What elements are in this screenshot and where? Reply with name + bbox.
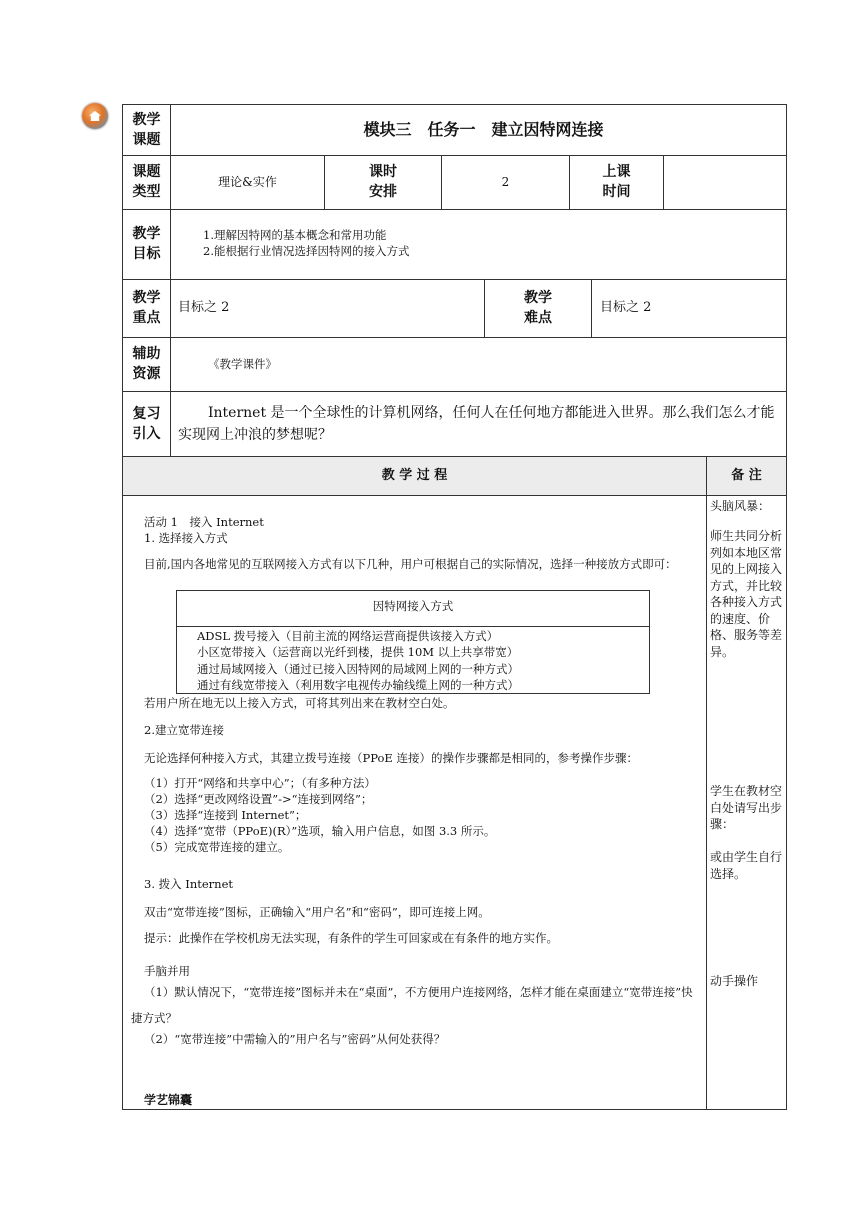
- difficult-value: 目标之 2: [600, 300, 652, 315]
- section-2-text: 无论选择何种接入方式，其建立拨号连接（PPoE 连接）的操作步骤都是相同的，参考操作步骤：: [144, 751, 638, 765]
- notes-header: 备 注: [731, 468, 762, 483]
- hands-on-q1: （1）默认情况下，“宽带连接”图标并未在“桌面”，不方便用户连接网络，怎样才能在桌面建立“宽带连接”快捷方式？: [131, 985, 693, 1025]
- section-1-text: 目前,国内各地常见的互联网接入方式有以下几种，用户可根据自己的实际情况，选择一种接放方式即可：: [144, 557, 677, 571]
- hands-on-title: 手脑并用: [144, 964, 190, 978]
- step-item: （5）完成宽带连接的建立。: [144, 840, 290, 854]
- label-review: 复习 引入: [132, 406, 161, 442]
- note-brainstorm: 头脑风暴：: [710, 499, 771, 513]
- step-item: （1）打开“网络和共享中心”；（有多种方法）: [144, 776, 376, 790]
- step-item: （4）选择“宽带（PPoE)(R）”选项，输入用户信息，如图 3.3 所示。: [144, 824, 496, 838]
- section-1-title: 1. 选择接入方式: [144, 531, 228, 545]
- label-resource: 辅助 资源: [132, 346, 161, 382]
- goal-item: 1.理解因特网的基本概念和常用功能: [203, 228, 387, 242]
- label-goal: 教学 目标: [132, 226, 161, 262]
- access-method-row: ADSL 拨号接入（目前主流的网络运营商提供该接入方式）: [197, 629, 499, 643]
- goal-item: 2.能根据行业情况选择因特网的接入方式: [203, 244, 410, 258]
- steps-list: [144, 775, 700, 855]
- home-badge-icon: [82, 103, 108, 129]
- type-value: 理论&实作: [218, 175, 277, 189]
- hands-on-q2: （2）“宽带连接”中需输入的”用户名与”密码”从何处获得？: [144, 1032, 446, 1046]
- step-item: （2）选择“更改网络设置”->“连接到网络”；: [144, 792, 373, 806]
- access-method-row: 通过局域网接入（通过已接入因特网的局域网上网的一种方式）: [197, 661, 519, 676]
- note-write-steps: 学生在教材空白处请写出步骤：: [710, 784, 783, 831]
- step-item: （3）选择“连接到 Internet”；: [144, 808, 307, 822]
- section-3-tip: 提示：此操作在学校机房无法实现，有条件的学生可回家或在有条件的地方实作。: [144, 931, 558, 945]
- footer-label: 学艺锦囊: [144, 1093, 193, 1107]
- label-key: 教学 重点: [132, 290, 161, 326]
- process-header: 教 学 过 程: [381, 468, 448, 483]
- access-methods-table: [176, 590, 650, 694]
- label-difficult: 教学 难点: [524, 290, 552, 326]
- goals-list: [203, 227, 763, 259]
- hours-value: 2: [501, 175, 510, 189]
- page-title: 模块三 任务一 建立因特网连接: [363, 120, 604, 139]
- label-topic: 教学 课题: [132, 112, 161, 148]
- section-3-text: 双击“宽带连接”图标，正确输入“用户名”和“密码”，即可连接上网。: [144, 905, 490, 919]
- note-self-select: 或由学生自行选择。: [710, 850, 783, 881]
- review-text: Internet 是一个全球性的计算机网络，任何人在任何地方都能进入世界。那么我们怎么才能实现网上冲浪的梦想呢？: [178, 405, 775, 443]
- label-type: 课题 类型: [132, 164, 161, 200]
- access-method-row: 通过有线宽带接入（利用数字电视传办输线缆上网的一种方式）: [197, 677, 519, 692]
- section-3-title: 3. 拨入 Internet: [144, 877, 233, 891]
- note-discussion: 师生共同分析列如本地区常见的上网接入方式，并比较各种接入方式的速度、价格、服务等差异。: [710, 529, 783, 659]
- note-hands-on: 动手操作: [710, 974, 759, 988]
- activity-title: 活动 1 接入 Internet: [144, 515, 264, 529]
- section-2-title: 2.建立宽带连接: [144, 723, 224, 737]
- access-methods-header: 因特网接入方式: [372, 599, 454, 613]
- access-methods-rows: [197, 628, 647, 693]
- label-hours: 课时 安排: [369, 164, 397, 200]
- access-method-row: 小区宽带接入（运营商以光纤到楼，提供 10M 以上共享带宽）: [197, 645, 519, 660]
- resource-value: 《教学课件》: [208, 357, 277, 371]
- label-time: 上课 时间: [602, 164, 631, 200]
- section-1-after: 若用户所在地无以上接入方式，可将其列出来在教材空白处。: [144, 696, 455, 710]
- key-value: 目标之 2: [178, 300, 230, 315]
